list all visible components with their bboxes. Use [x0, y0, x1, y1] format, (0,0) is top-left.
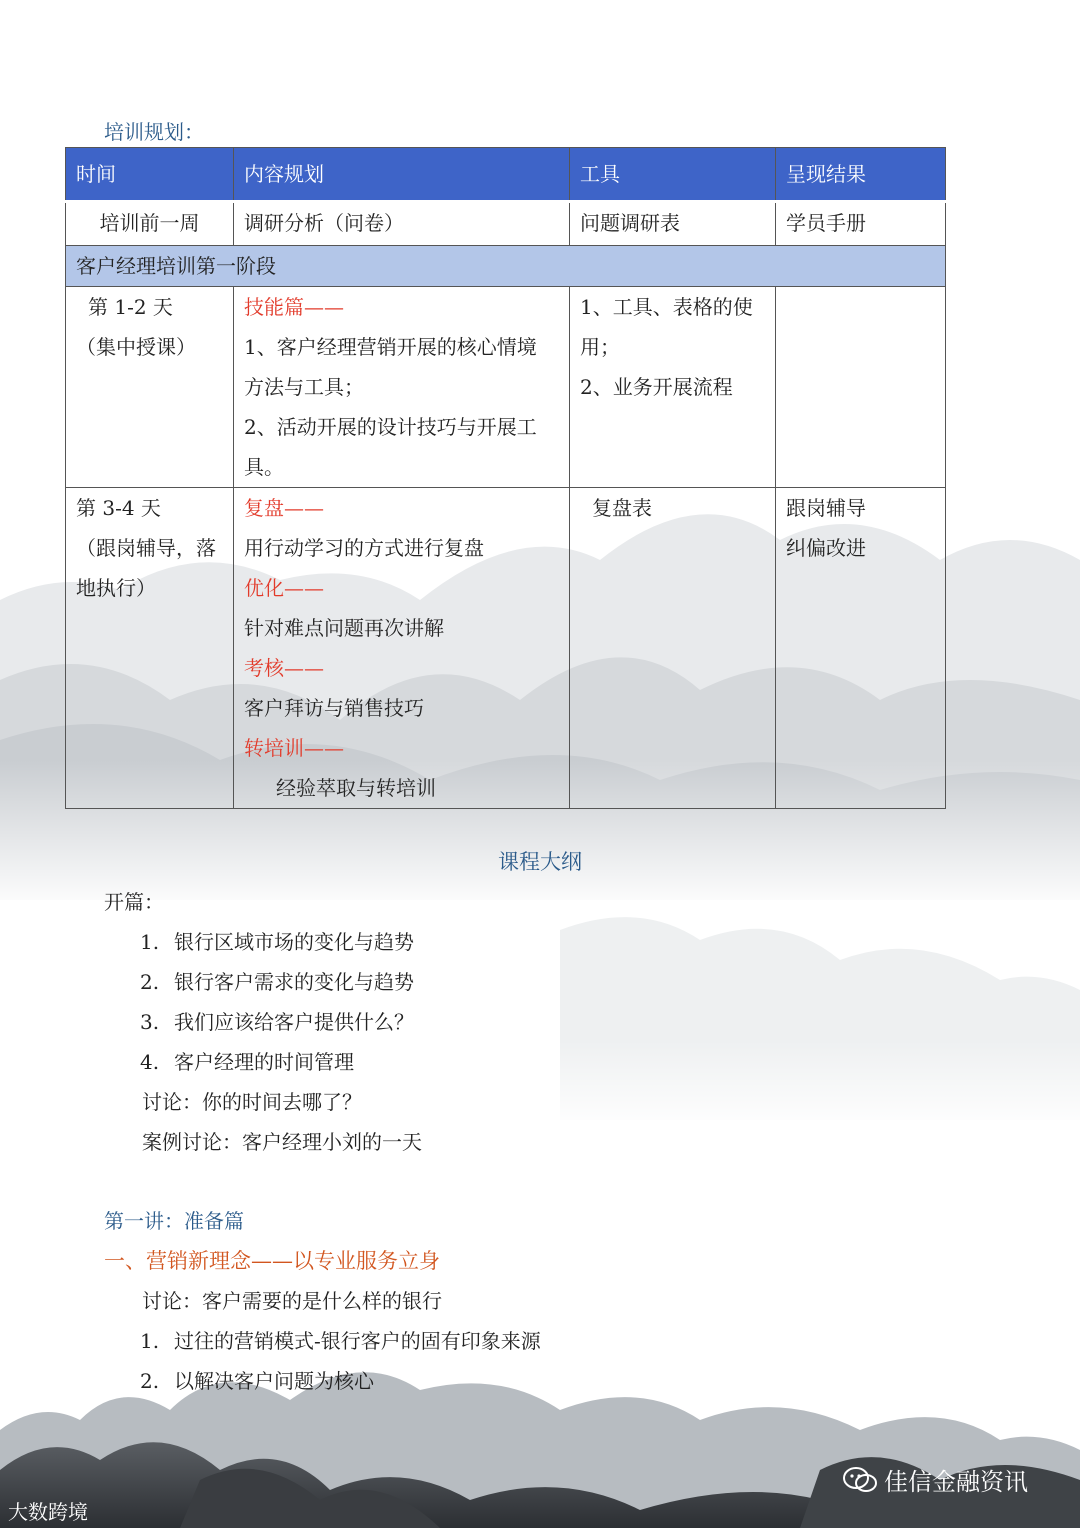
content-line: 针对难点问题再次讲解 — [244, 616, 444, 640]
table-header-row — [66, 148, 946, 202]
content-line: 1、客户经理营销开展的核心情境 — [244, 335, 537, 359]
content-line: 2、活动开展的设计技巧与开展工 — [244, 415, 537, 439]
section-title: 一、营销新理念——以专业服务立身 — [104, 1249, 440, 1273]
list-text: 客户经理的时间管理 — [174, 1050, 354, 1074]
header-content: 内容规划 — [234, 148, 570, 202]
content-line: 客户拜访与销售技巧 — [244, 696, 424, 720]
list-number: 3. — [140, 1010, 160, 1034]
stage-row — [66, 246, 946, 287]
list-number: 1. — [140, 1329, 160, 1353]
list-text: 以解决客户问题为核心 — [174, 1369, 374, 1393]
cell-result — [776, 287, 946, 488]
tool-line: 2、业务开展流程 — [580, 375, 733, 399]
list-text: 我们应该给客户提供什么？ — [174, 1010, 414, 1034]
time-line: （跟岗辅导，落 — [76, 536, 216, 560]
list-text: 过往的营销模式-银行客户的固有印象来源 — [174, 1329, 541, 1353]
list-item — [140, 967, 414, 997]
list-item — [140, 927, 414, 957]
list-number: 2. — [140, 970, 160, 994]
header-tool: 工具 — [570, 148, 776, 202]
cell-content: 调研分析（问卷） — [234, 202, 570, 246]
table-row — [66, 287, 946, 488]
content-line: 具。 — [244, 455, 284, 479]
case-label: 案例讨论： — [142, 1130, 242, 1154]
content-heading: 技能篇—— — [244, 295, 344, 319]
tool-line: 1、工具、表格的使 — [580, 295, 753, 319]
cell-time — [66, 287, 234, 488]
discussion-label: 讨论： — [142, 1289, 202, 1313]
tool-line: 用； — [580, 335, 620, 359]
cell-time: 培训前一周 — [66, 202, 234, 246]
list-text: 银行客户需求的变化与趋势 — [174, 970, 414, 994]
list-item — [140, 1326, 541, 1356]
plan-title: 培训规划： — [104, 120, 204, 144]
content-heading: 转培训—— — [244, 736, 344, 760]
cell-content — [234, 488, 570, 809]
right-watermark-text: 佳信金融资讯 — [884, 1468, 1028, 1496]
left-watermark: 大数跨境 — [8, 1500, 88, 1524]
cell-content — [234, 287, 570, 488]
training-plan-table — [65, 147, 946, 809]
content-heading: 考核—— — [244, 656, 324, 680]
list-item — [140, 1047, 354, 1077]
lecture-title: 第一讲：准备篇 — [104, 1209, 244, 1233]
content-heading: 复盘—— — [244, 496, 324, 520]
list-item — [140, 1366, 374, 1396]
list-number: 1. — [140, 930, 160, 954]
discussion-line — [142, 1286, 442, 1316]
stage-title: 客户经理培训第一阶段 — [66, 246, 946, 287]
result-line: 纠偏改进 — [786, 536, 866, 560]
table-row — [66, 488, 946, 809]
time-line: （集中授课） — [76, 335, 196, 359]
cell-tool: 问题调研表 — [570, 202, 776, 246]
content-line: 用行动学习的方式进行复盘 — [244, 536, 484, 560]
list-item — [140, 1007, 414, 1037]
outline-title: 课程大纲 — [498, 850, 582, 874]
header-result: 呈现结果 — [776, 148, 946, 202]
content-line: 经验萃取与转培训 — [276, 776, 436, 800]
time-line: 第 1-2 天 — [88, 295, 173, 319]
content-line: 方法与工具； — [244, 375, 364, 399]
cell-tool — [570, 287, 776, 488]
opening-label: 开篇： — [104, 890, 164, 914]
list-text: 银行区域市场的变化与趋势 — [174, 930, 414, 954]
list-number: 2. — [140, 1369, 160, 1393]
case-line — [142, 1127, 422, 1157]
result-line: 跟岗辅导 — [786, 496, 866, 520]
discussion-line — [142, 1087, 362, 1117]
time-line: 第 3-4 天 — [76, 496, 161, 520]
list-number: 4. — [140, 1050, 160, 1074]
discussion-label: 讨论： — [142, 1090, 202, 1114]
tool-line: 复盘表 — [592, 496, 652, 520]
discussion-text: 你的时间去哪了？ — [202, 1090, 362, 1114]
time-line: 地执行） — [76, 576, 156, 600]
discussion-text: 客户需要的是什么样的银行 — [202, 1289, 442, 1313]
table-row — [66, 202, 946, 246]
wechat-icon — [842, 1466, 878, 1494]
cell-result: 学员手册 — [776, 202, 946, 246]
cell-time — [66, 488, 234, 809]
content-heading: 优化—— — [244, 576, 324, 600]
cell-tool — [570, 488, 776, 809]
right-watermark — [842, 1462, 1028, 1497]
cell-result — [776, 488, 946, 809]
header-time: 时间 — [66, 148, 234, 202]
case-text: 客户经理小刘的一天 — [242, 1130, 422, 1154]
